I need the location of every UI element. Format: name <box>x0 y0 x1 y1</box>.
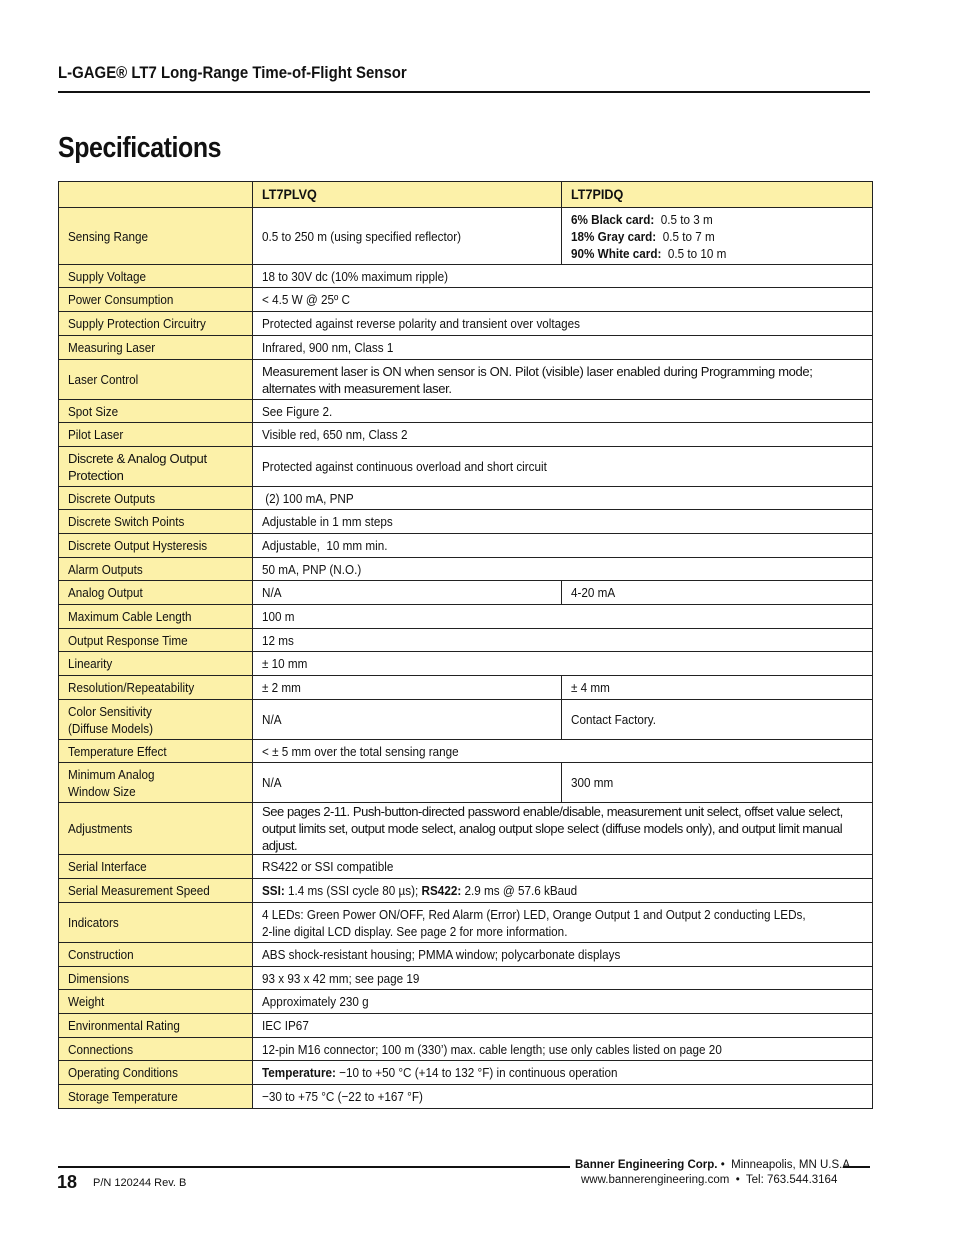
page-number: 18 <box>57 1172 78 1192</box>
footer-rule-left <box>58 1166 570 1168</box>
spec-label: Serial Measurement Speed <box>59 879 253 903</box>
spec-label: Construction <box>59 943 253 967</box>
spec-value-lt7pidq: ± 4 mm <box>562 676 873 700</box>
spec-value: 18 to 30V dc (10% maximum ripple) <box>253 265 873 288</box>
specifications-table <box>58 181 873 1109</box>
table-row <box>59 1038 873 1061</box>
table-row <box>59 903 873 943</box>
column-header-lt7plvq: LT7PLVQ <box>253 182 562 208</box>
table-row <box>59 534 873 558</box>
table-row <box>59 855 873 879</box>
spec-label: Power Consumption <box>59 288 253 312</box>
spec-value: SSI: 1.4 ms (SSI cycle 80 µs); RS422: 2.9 ms @ 57.6 kBaud <box>253 879 873 903</box>
table-row <box>59 423 873 447</box>
table-row <box>59 676 873 700</box>
spec-label: Color Sensitivity (Diffuse Models) <box>59 700 253 740</box>
spec-value: IEC IP67 <box>253 1014 873 1038</box>
table-row <box>59 581 873 605</box>
spec-value: Adjustable, 10 mm min. <box>253 534 873 558</box>
table-row <box>59 763 873 803</box>
table-row <box>59 605 873 629</box>
spec-value-lt7plvq: N/A <box>253 581 562 605</box>
spec-value-lt7plvq: N/A <box>253 700 562 740</box>
header-rule <box>58 91 870 93</box>
spec-value: −30 to +75 °C (−22 to +167 °F) <box>253 1085 873 1109</box>
spec-label: Linearity <box>59 652 253 676</box>
table-row <box>59 740 873 763</box>
company-name: Banner Engineering Corp. <box>575 1159 718 1171</box>
spec-label: Supply Protection Circuitry <box>59 312 253 336</box>
part-number: P/N 120244 Rev. B <box>93 1177 187 1189</box>
spec-label: Adjustments <box>59 803 253 855</box>
spec-value: 12 ms <box>253 629 873 652</box>
page-title: Specifications <box>58 132 222 164</box>
spec-value-lt7plvq: N/A <box>253 763 562 803</box>
company-line <box>575 1159 850 1171</box>
spec-label: Laser Control <box>59 360 253 400</box>
spec-label: Dimensions <box>59 967 253 990</box>
table-row <box>59 487 873 510</box>
spec-label: Pilot Laser <box>59 423 253 447</box>
table-row <box>59 447 873 487</box>
spec-value: Visible red, 650 nm, Class 2 <box>253 423 873 447</box>
table-row <box>59 700 873 740</box>
spec-label: Storage Temperature <box>59 1085 253 1109</box>
table-row <box>59 312 873 336</box>
spec-label: Measuring Laser <box>59 336 253 360</box>
table-row <box>59 1061 873 1085</box>
spec-value: Measurement laser is ON when sensor is ON. Pilot (visible) laser enabled during Programming mode; alternates with measurement laser. <box>253 360 873 400</box>
spec-value: < 4.5 W @ 25º C <box>253 288 873 312</box>
spec-value: See Figure 2. <box>253 400 873 423</box>
spec-value: Protected against continuous overload and short circuit <box>253 447 873 487</box>
spec-label: Sensing Range <box>59 208 253 265</box>
spec-value: Infrared, 900 nm, Class 1 <box>253 336 873 360</box>
spec-label: Minimum Analog Window Size <box>59 763 253 803</box>
spec-label: Supply Voltage <box>59 265 253 288</box>
spec-value: Adjustable in 1 mm steps <box>253 510 873 534</box>
table-row <box>59 336 873 360</box>
spec-label: Spot Size <box>59 400 253 423</box>
document-header-title: L-GAGE® LT7 Long-Range Time-of-Flight Sensor <box>58 63 407 82</box>
header-blank-cell <box>59 182 253 208</box>
spec-value-lt7pidq: Contact Factory. <box>562 700 873 740</box>
table-row <box>59 360 873 400</box>
table-row <box>59 879 873 903</box>
table-row <box>59 1085 873 1109</box>
spec-label: Discrete Output Hysteresis <box>59 534 253 558</box>
spec-value: < ± 5 mm over the total sensing range <box>253 740 873 763</box>
table-row <box>59 1014 873 1038</box>
column-header-lt7pidq: LT7PIDQ <box>562 182 873 208</box>
spec-label: Serial Interface <box>59 855 253 879</box>
spec-value: 100 m <box>253 605 873 629</box>
spec-label: Discrete & Analog Output Protection <box>59 447 253 487</box>
spec-value: RS422 or SSI compatible <box>253 855 873 879</box>
spec-value: Protected against reverse polarity and transient over voltages <box>253 312 873 336</box>
spec-value: 50 mA, PNP (N.O.) <box>253 558 873 581</box>
table-row <box>59 803 873 855</box>
company-location: • Minneapolis, MN U.S.A <box>717 1159 850 1171</box>
spec-value: ± 10 mm <box>253 652 873 676</box>
spec-label: Resolution/Repeatability <box>59 676 253 700</box>
spec-label: Connections <box>59 1038 253 1061</box>
spec-label: Output Response Time <box>59 629 253 652</box>
spec-value: 12-pin M16 connector; 100 m (330’) max. cable length; use only cables listed on page 20 <box>253 1038 873 1061</box>
table-row <box>59 943 873 967</box>
spec-label: Weight <box>59 990 253 1014</box>
table-header-row <box>59 182 873 208</box>
spec-value: 93 x 93 x 42 mm; see page 19 <box>253 967 873 990</box>
spec-label: Maximum Cable Length <box>59 605 253 629</box>
spec-value: (2) 100 mA, PNP <box>253 487 873 510</box>
spec-label: Environmental Rating <box>59 1014 253 1038</box>
spec-value-lt7plvq: ± 2 mm <box>253 676 562 700</box>
spec-label: Discrete Outputs <box>59 487 253 510</box>
table-row <box>59 288 873 312</box>
table-row <box>59 629 873 652</box>
company-contact: www.bannerengineering.com • Tel: 763.544.3164 <box>581 1174 838 1186</box>
table-row <box>59 265 873 288</box>
table-row <box>59 652 873 676</box>
spec-value-lt7pidq: 300 mm <box>562 763 873 803</box>
spec-label: Analog Output <box>59 581 253 605</box>
table-row <box>59 558 873 581</box>
table-row <box>59 208 873 265</box>
spec-value: Temperature: −10 to +50 °C (+14 to 132 °F) in continuous operation <box>253 1061 873 1085</box>
spec-value-lt7plvq: 0.5 to 250 m (using specified reflector) <box>253 208 562 265</box>
spec-label: Operating Conditions <box>59 1061 253 1085</box>
table-row <box>59 400 873 423</box>
spec-value-lt7pidq: 6% Black card: 0.5 to 3 m 18% Gray card: 0.5 to 7 m 90% White card: 0.5 to 10 m <box>562 208 873 265</box>
spec-value: 4 LEDs: Green Power ON/OFF, Red Alarm (Error) LED, Orange Output 1 and Output 2 conducting LEDs, 2-line digital LCD display. See page 2 for more information. <box>253 903 873 943</box>
spec-value-lt7pidq: 4-20 mA <box>562 581 873 605</box>
spec-label: Temperature Effect <box>59 740 253 763</box>
table-row <box>59 510 873 534</box>
spec-value: See pages 2-11. Push-button-directed password enable/disable, measurement unit select, offset value select, output limits set, output mode select, analog output slope select (diffuse models only), and output limit manual adjust. <box>253 803 873 855</box>
table-row <box>59 967 873 990</box>
spec-label: Indicators <box>59 903 253 943</box>
spec-value: Approximately 230 g <box>253 990 873 1014</box>
spec-value: ABS shock-resistant housing; PMMA window; polycarbonate displays <box>253 943 873 967</box>
table-row <box>59 990 873 1014</box>
spec-label: Discrete Switch Points <box>59 510 253 534</box>
spec-label: Alarm Outputs <box>59 558 253 581</box>
